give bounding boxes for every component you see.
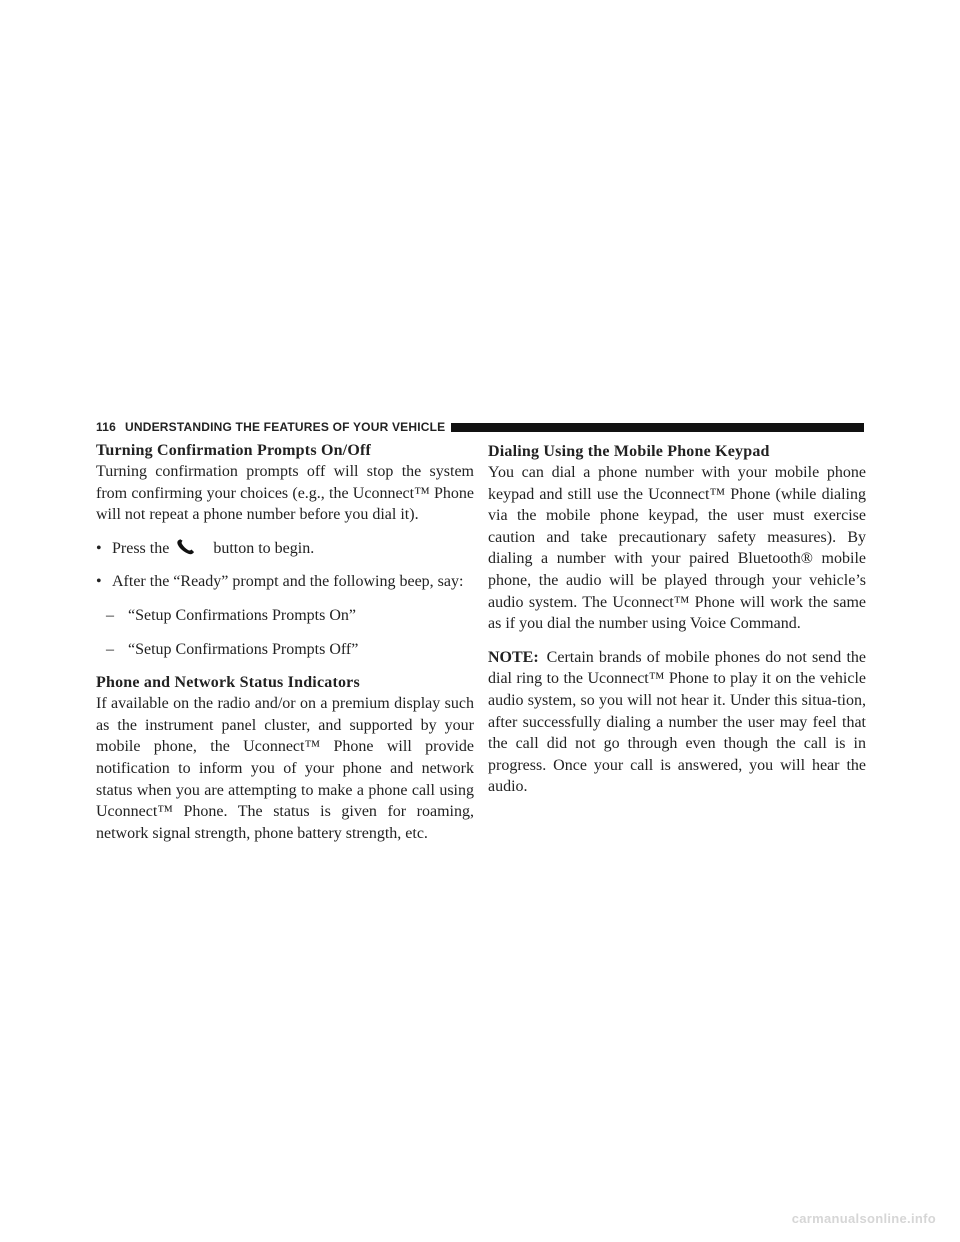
right-column <box>488 440 866 798</box>
heading-confirmation-prompts: Turning Confirmation Prompts On/Off <box>96 442 372 459</box>
header-rule <box>451 423 864 432</box>
dash-text: “Setup Confirmations Prompts Off” <box>128 640 359 658</box>
phone-icon <box>175 539 197 555</box>
page-number: 116 <box>96 420 116 434</box>
dash-mark: – <box>106 606 114 624</box>
heading-dialing-keypad: Dialing Using the Mobile Phone Keypad <box>488 443 770 460</box>
bullet-after-ready <box>96 571 474 593</box>
bullet-press-button <box>96 538 474 560</box>
heading-status-indicators: Phone and Network Status Indicators <box>96 674 360 692</box>
left-column <box>96 440 474 844</box>
chapter-title: UNDERSTANDING THE FEATURES OF YOUR VEHICLE <box>124 420 446 434</box>
paragraph-dialing-keypad: You can dial a phone number with your mobile phone keypad and still use the Uconnect™ Phone (while dialing via the mobile phone keypad, the user must exercise caution and take precautionary safety measures). By dialing a number with your paired Bluetooth® mobile phone, the audio will be played through your vehicle’s audio system. The Uconnect™ Phone will work the same as if you dial the number using Voice Command. <box>488 464 866 633</box>
note-label: NOTE: <box>488 648 539 666</box>
dash-text: “Setup Confirmations Prompts On” <box>128 606 356 624</box>
paragraph-confirmation-prompts: Turning confirmation prompts off will stop the system from confirming your choices (e.g., the Uconnect™ Phone will not repeat a phone number before you dial it). <box>96 463 474 524</box>
dash-item-on <box>96 605 474 627</box>
paragraph-status-indicators: If available on the radio and/or on a premium display such as the instrument panel cluster, and supported by your mobile phone, the Uconnect™ Phone will provide notification to inform you of your phone and network status when you are attempting to make a phone call using Uconnect™ Phone. The status is given for roaming, network signal strength, phone battery strength, etc. <box>96 695 474 842</box>
page-header <box>96 419 864 435</box>
bullet-mark: • <box>96 573 102 591</box>
dash-mark: – <box>106 640 114 658</box>
bullet-text-after: button to begin. <box>213 539 315 557</box>
bullet-text-before: Press the <box>112 539 170 557</box>
bullet-text: After the “Ready” prompt and the following beep, say: <box>112 573 464 591</box>
bullet-text <box>112 538 474 560</box>
bullet-mark: • <box>96 539 102 557</box>
dash-item-off <box>96 639 474 661</box>
watermark: carmanualsonline.info <box>791 1211 936 1226</box>
note-text: Certain brands of mobile phones do not send the dial ring to the Uconnect™ Phone to play it on the vehicle audio system, so you will not hear it. Under this situa-tion, after successfully dialing a number the user may feel that the call did not go through even though the call is in progress. Once your call is answered, you will hear the audio. <box>488 648 866 796</box>
note-paragraph <box>488 647 866 798</box>
